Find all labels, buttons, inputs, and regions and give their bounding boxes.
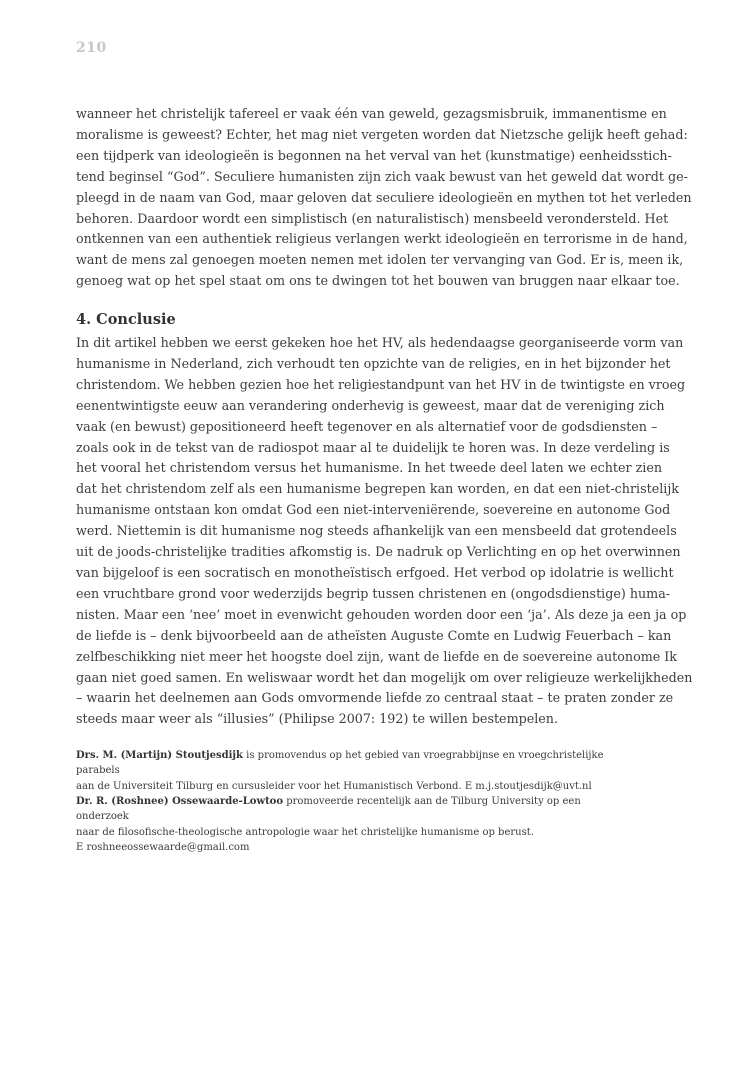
text-line: wanneer het christelijk tafereel er vaak één van geweld, gezagsmisbruik, immanentisme en bbox=[76, 106, 667, 121]
text-line: want de mens zal genoegen moeten nemen met idolen ter vervanging van God. Er is, meen ik, bbox=[76, 252, 684, 268]
section-heading: 4. Conclusie bbox=[76, 311, 176, 328]
author-name: Dr. R. (Roshnee) Ossewaarde-Lowtoo bbox=[76, 796, 284, 807]
text-line: christendom. We hebben gezien hoe het religiestandpunt van het HV in de twintigste en vroeg bbox=[76, 376, 686, 392]
text-line: pleegd in de naam van God, maar geloven dat seculiere ideologieën en mythen tot het verleden bbox=[76, 189, 692, 205]
bio-email: E roshneeossewaarde@gmail.com bbox=[76, 842, 250, 854]
text-line: zelfbeschikking niet meer het hoogste doel zijn, want de liefde en de soevereine autonome Ik bbox=[76, 648, 677, 664]
text-line: behoren. Daardoor wordt een simplistisch (en naturalistisch) mensbeeld verondersteld. Het bbox=[76, 210, 669, 226]
bio-text: is promovendus op het gebied van vroegrabbijnse en vroegchristelijke parabels bbox=[76, 750, 604, 777]
text-line: uit de joods-christelijke tradities afkomstig is. De nadruk op Verlichting en op het overwinnen bbox=[76, 544, 681, 560]
text-line: nisten. Maar een ‘nee’ moet in evenwicht gehouden worden door een ‘ja’. Als deze ja een ja op bbox=[76, 606, 687, 622]
bio-text: naar de filosofische-theologische antropologie waar het christelijke humanisme op berust. bbox=[76, 826, 534, 838]
text-line: ontkennen van een authentiek religieus verlangen werkt ideologieën en terrorisme in de hand, bbox=[76, 231, 688, 247]
text-line: de liefde is – denk bijvoorbeeld aan de atheïsten Auguste Comte en Ludwig Feuerbach – kan bbox=[76, 627, 672, 643]
bio-text: promoveerde recentelijk aan de Tilburg University op een onderzoek bbox=[76, 796, 581, 823]
text-line: vaak (en bewust) gepositioneerd heeft tegenover en als alternatief voor de godsdiensten – bbox=[76, 418, 658, 434]
text-line: In dit artikel hebben we eerst gekeken hoe het HV, als hedendaagse georganiseerde vorm van bbox=[76, 335, 684, 350]
text-line: een tijdperk van ideologieën is begonnen na het verval van het (kunstmatige) eenheidsstich- bbox=[76, 147, 672, 163]
text-line: steeds maar weer als “illusies” (Philipse 2007: 192) te willen bestempelen. bbox=[76, 711, 558, 727]
text-line: moralisme is geweest? Echter, het mag niet vergeten worden dat Nietzsche gelijk heeft gehad: bbox=[76, 126, 688, 142]
text-line: gaan niet goed samen. En weliswaar wordt het dan mogelijk om over religieuze werkelijkheden bbox=[76, 669, 693, 685]
author-name: Drs. M. (Martijn) Stoutjesdijk bbox=[76, 750, 243, 761]
page-number: 210 bbox=[76, 40, 107, 56]
text-line: humanisme ontstaan kon omdat God een niet-interveniërende, soevereine en autonome God bbox=[76, 502, 671, 518]
text-line: van bijgeloof is een socratisch en monotheïstisch erfgoed. Het verbod op idolatrie is wellicht bbox=[76, 564, 674, 580]
text-line: eenentwintigste eeuw aan verandering onderhevig is geweest, maar dat de vereniging zich bbox=[76, 397, 665, 413]
text-line: dat het christendom zelf als een humanisme begrepen kan worden, en dat een niet-christelijk bbox=[76, 481, 679, 497]
text-line: humanisme in Nederland, zich verhoudt ten opzichte van de religies, en in het bijzonder het bbox=[76, 355, 671, 371]
text-line: genoeg wat op het spel staat om ons te dwingen tot het bouwen van bruggen naar elkaar toe. bbox=[76, 273, 680, 289]
text-line: tend beginsel “God”. Seculiere humanisten zijn zich vaak bewust van het geweld dat wordt ge- bbox=[76, 168, 688, 184]
text-line: zoals ook in de tekst van de radiospot maar al te duidelijk te horen was. In deze verdeling is bbox=[76, 439, 670, 455]
bio-text: aan de Universiteit Tilburg en cursusleider voor het Humanistisch Verbond. E m.j.stoutjesdijk@uvt.nl bbox=[76, 780, 592, 792]
text-line: werd. Niettemin is dit humanisme nog steeds afhankelijk van een mensbeeld dat grotendeels bbox=[76, 523, 677, 539]
text-line: het vooral het christendom versus het humanisme. In het tweede deel laten we echter zien bbox=[76, 460, 663, 476]
author-bio-ossewaarde bbox=[76, 794, 636, 856]
author-bio-stoutjesdijk bbox=[76, 748, 636, 794]
text-line: – waarin het deelnemen aan Gods omvormende liefde zo centraal staat – te praten zonder ze bbox=[76, 690, 674, 706]
text-line: een vruchtbare grond voor wederzijds begrip tussen christenen en (ongodsdienstige) huma- bbox=[76, 585, 671, 601]
body-paragraph-2 bbox=[76, 333, 693, 730]
body-paragraph-1 bbox=[76, 104, 692, 292]
